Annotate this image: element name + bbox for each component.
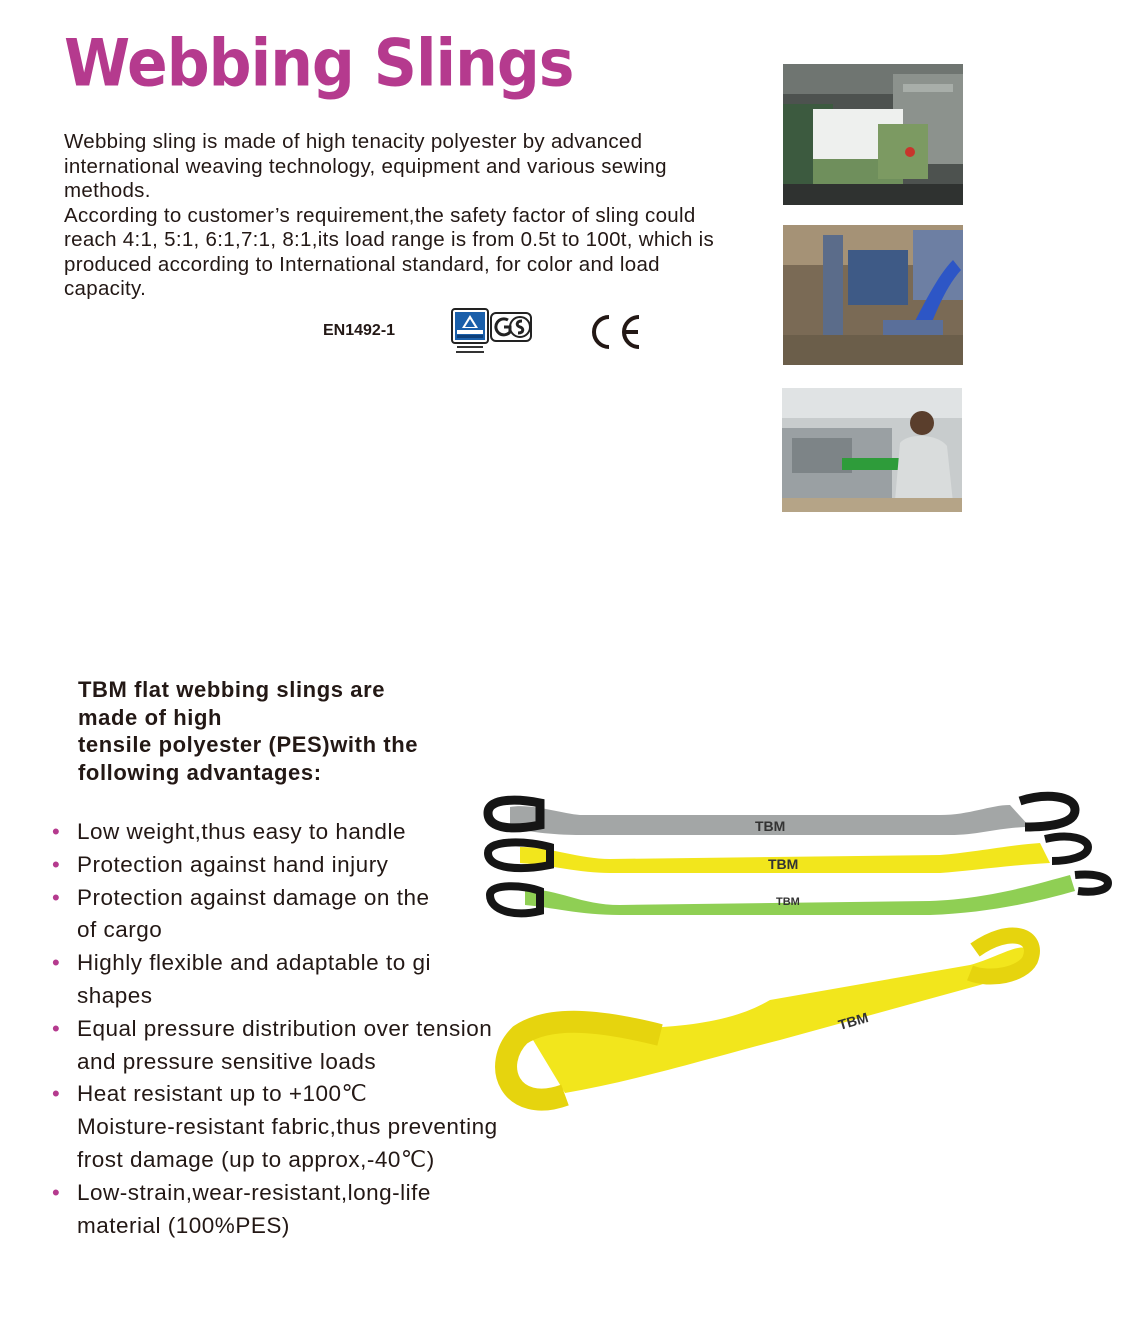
list-item-text: Moisture-resistant fabric,thus preventing [77, 1114, 498, 1140]
list-item-text: shapes [77, 982, 153, 1008]
bullet-icon: • [52, 819, 61, 844]
list-item-text: Protection against damage on the [77, 884, 430, 910]
standard-label: EN1492-1 [323, 322, 396, 339]
advantages-intro-line: made of high [78, 704, 223, 730]
intro-paragraph-1: Webbing sling is made of high tenacity polyester by advanced international weaving technology, equipment and various sewing methods. [64, 130, 667, 202]
list-item-text: of cargo [77, 917, 163, 943]
list-item-text: Low-strain,wear-resistant,long-life [77, 1179, 431, 1205]
list-item-text: and pressure sensitive loads [77, 1048, 377, 1074]
advantages-list [52, 816, 498, 1242]
advantages-intro [78, 676, 498, 786]
bullet-icon: • [52, 1179, 61, 1205]
advantages-intro-line: following advantages: [78, 759, 322, 785]
list-item-text: Low weight,thus easy to handle [77, 819, 406, 844]
factory-line-photo [783, 225, 963, 365]
list-item [52, 947, 498, 1013]
sewing-worker-photo [782, 388, 962, 512]
advantages-intro-line: TBM flat webbing slings are [78, 677, 386, 702]
weaving-machine-photo [783, 64, 963, 205]
bullet-icon: • [52, 884, 61, 910]
brand-label-grey: TBM [755, 818, 786, 834]
list-item [52, 1078, 498, 1176]
list-item-text: Highly flexible and adaptable to gi [77, 950, 431, 976]
brand-label-green: TBM [776, 896, 800, 908]
bullet-icon: • [52, 950, 61, 976]
ce-mark-icon [585, 312, 645, 352]
list-item-text: frost damage (up to approx,-40℃) [77, 1146, 435, 1172]
list-item [52, 1013, 498, 1079]
bullet-icon: • [52, 851, 61, 877]
brand-label-yellow: TBM [768, 856, 799, 872]
list-item-text: Heat resistant up to +100℃ [77, 1081, 368, 1107]
bullet-icon: • [52, 1015, 61, 1041]
gs-mark-logo [490, 312, 532, 342]
list-item-text: material (100%PES) [77, 1212, 290, 1238]
advantages-intro-line: tensile polyester (PES)with the [78, 732, 419, 757]
list-item-text: Equal pressure distribution over tension [77, 1015, 493, 1041]
tuv-certified-logo [451, 308, 489, 358]
page-title: Webbing Slings [64, 26, 574, 102]
intro-paragraph-2: According to customer’s requirement,the safety factor of sling could reach 4:1, 5:1, 6:1,7:1, 8:1,its load range is from 0.5t to 100t, which is produced according to International standard, for color and load capacity. [64, 203, 715, 300]
brand-label-large: TBM [836, 1009, 870, 1033]
bullet-icon: • [52, 1081, 61, 1107]
list-item [52, 882, 498, 948]
list-item-text: Protection against hand injury [77, 851, 389, 877]
list-item [52, 816, 498, 849]
list-item [52, 849, 498, 882]
intro-text [64, 130, 744, 302]
list-item [52, 1177, 498, 1243]
webbing-slings-image [470, 735, 1130, 1145]
